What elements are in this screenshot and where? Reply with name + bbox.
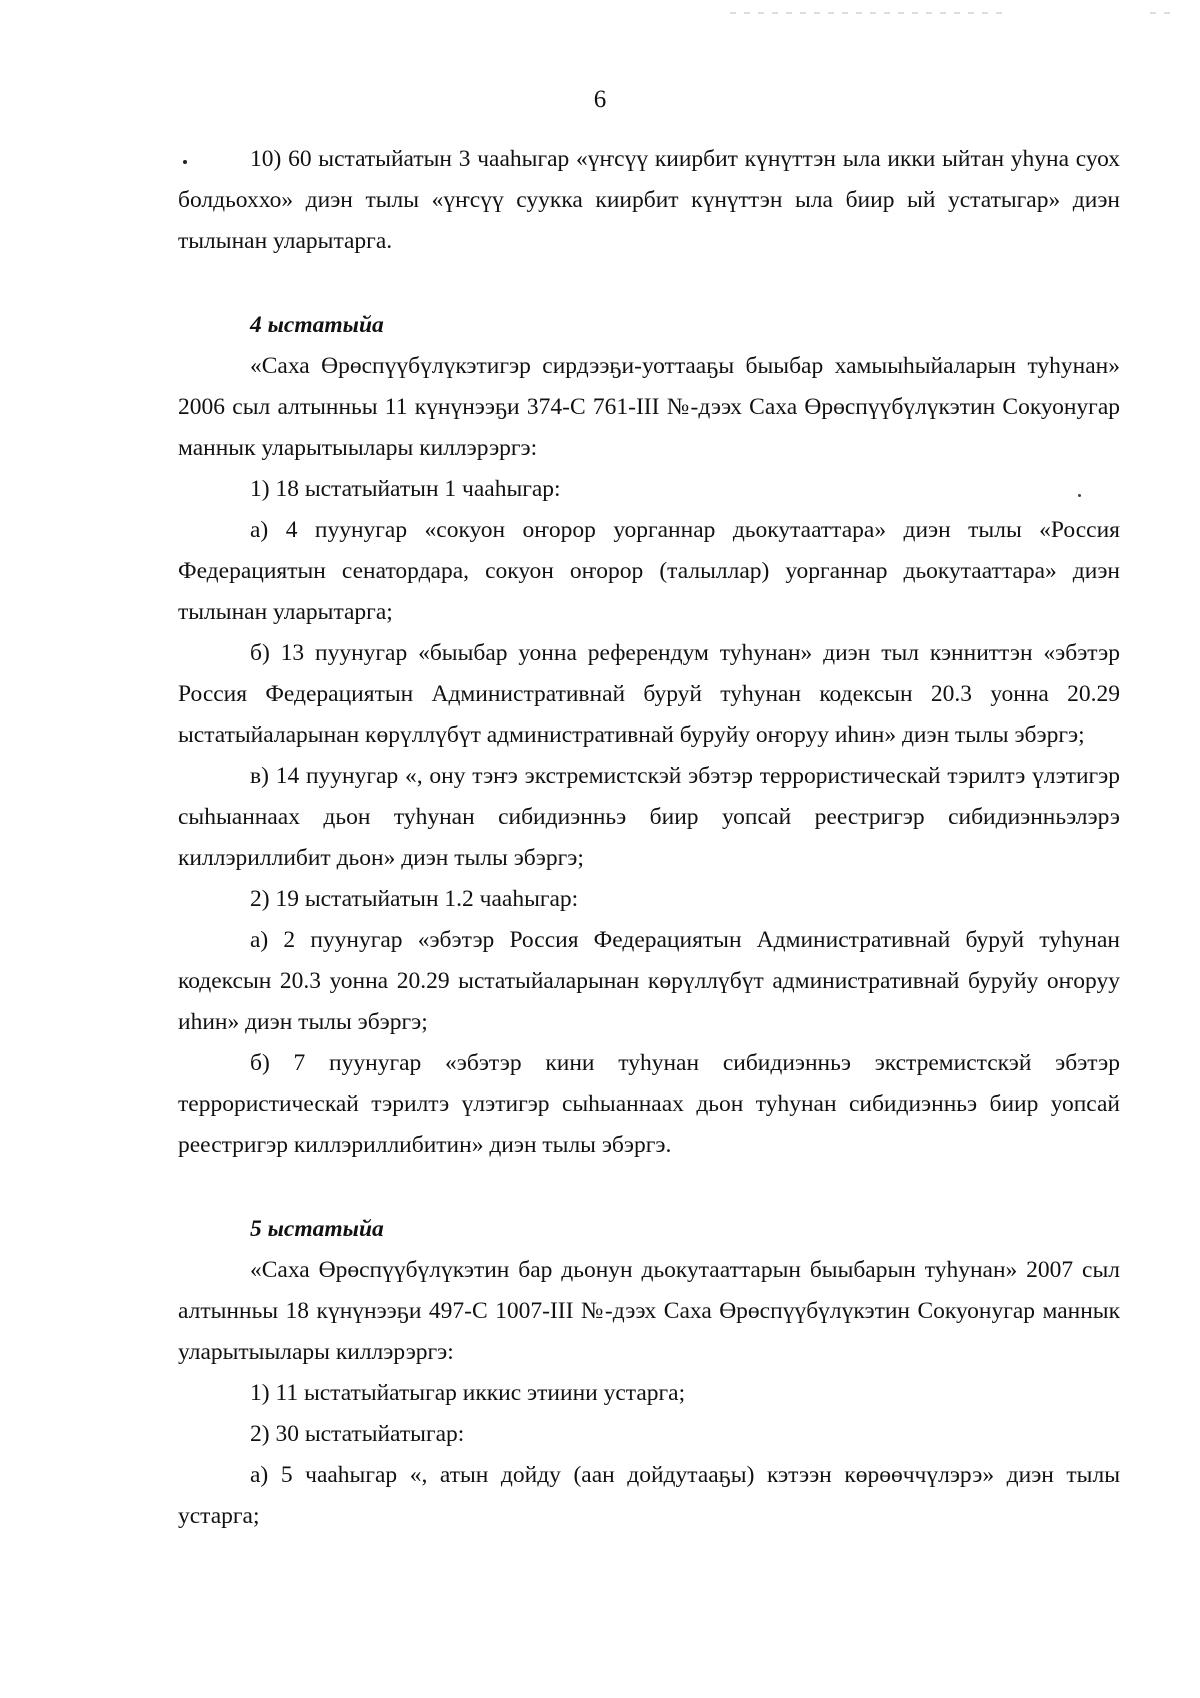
paragraph-article3-item10: 10) 60 ыстатыйатын 3 чааһыгар «үҥсүү киирбит күнүттэн ыла икки ыйтан уһуна суох болдьоххо» диэн тылы «үҥсүү суукка киирбит күнүттэн ыла биир ый устатыгар» диэн тылынан уларытарга.	[178, 146, 1120, 254]
paragraph-article4-item2a: а) 2 пуунугар «эбэтэр Россия Федерациятын Административнай буруй туһунан кодексын 20.3 уонна 20.29 ыстатыйаларынан көрүллүбүт административнай буруйу оҥоруу иһин» диэн тылы эбэргэ;	[178, 927, 1120, 1035]
paragraph-article4-item1b: б) 13 пуунугар «быыбар уонна референдум туһунан» диэн тыл кэнниттэн «эбэтэр Россия Федерациятын Административнай буруй туһунан кодексын 20.3 уонна 20.29 ыстатыйаларынан көрүллүбүт административнай буруйу оҥоруу иһин» диэн тылы эбэргэ;	[178, 640, 1120, 748]
paragraph-article4-intro: «Саха Өрөспүүбүлүкэтигэр сирдээҕи-уоттааҕы быыбар хамыыһыйаларын туһунан» 2006 сыл алтынньы 11 күнүнээҕи 374-С 761-III №-дээх Саха Өрөспүүбүлүкэтин Сокуонугар маннык уларытыылары киллэрэргэ:	[178, 353, 1120, 461]
paragraph-article5-item2: 2) 30 ыстатыйатыгар:	[250, 1421, 465, 1447]
scan-artifact	[1150, 12, 1174, 14]
paragraph-article4-item1: 1) 18 ыстатыйатын 1 чааһыгар:	[250, 476, 561, 502]
document-body	[178, 139, 1120, 1537]
article-4-heading: 4 ыстатыйа	[250, 312, 384, 338]
paragraph-article4-item1a: а) 4 пуунугар «сокуон оҥорор уорганнар дьокутааттара» диэн тылы «Россия Федерациятын сенатордара, сокуон оҥорор (талыллар) уорганнар дьокутааттара» диэн тылынан уларытарга;	[178, 517, 1120, 625]
paragraph-article4-item2b: б) 7 пуунугар «эбэтэр кини туһунан сибидиэнньэ экстремистскэй эбэтэр террористическай тэрилтэ үлэтигэр сыһыаннаах дьон туһунан сибидиэнньэ биир уопсай реестригэр киллэриллибитин» диэн тылы эбэргэ.	[178, 1050, 1120, 1158]
page-number: 6	[593, 86, 607, 113]
scan-artifact	[730, 12, 1010, 14]
article-5-heading: 5 ыстатыйа	[250, 1216, 384, 1242]
paragraph-article5-intro: «Саха Өрөспүүбүлүкэтин бар дьонун дьокутааттарын быыбарын туһунан» 2007 сыл алтынньы 18 күнүнээҕи 497-С 1007-III №-дээх Саха Өрөспүүбүлүкэтин Сокуонугар маннык уларытыылары киллэрэргэ:	[178, 1257, 1120, 1365]
paragraph-article5-item1: 1) 11 ыстатыйатыгар иккис этиини устарга;	[250, 1380, 686, 1406]
paragraph-article4-item2: 2) 19 ыстатыйатын 1.2 чааһыгар:	[250, 886, 579, 912]
paragraph-article5-item2a: а) 5 чааһыгар «, атын дойду (аан дойдутааҕы) кэтээн көрөөччүлэрэ» диэн тылы устарга;	[178, 1462, 1120, 1529]
paragraph-article4-item1v: в) 14 пуунугар «, ону тэҥэ экстремистскэй эбэтэр террористическай тэрилтэ үлэтигэр сыһыаннаах дьон туһунан сибидиэнньэ биир уопсай реестригэр сибидиэнньэлэрэ киллэриллибит дьон» диэн тылы эбэргэ;	[178, 763, 1120, 871]
